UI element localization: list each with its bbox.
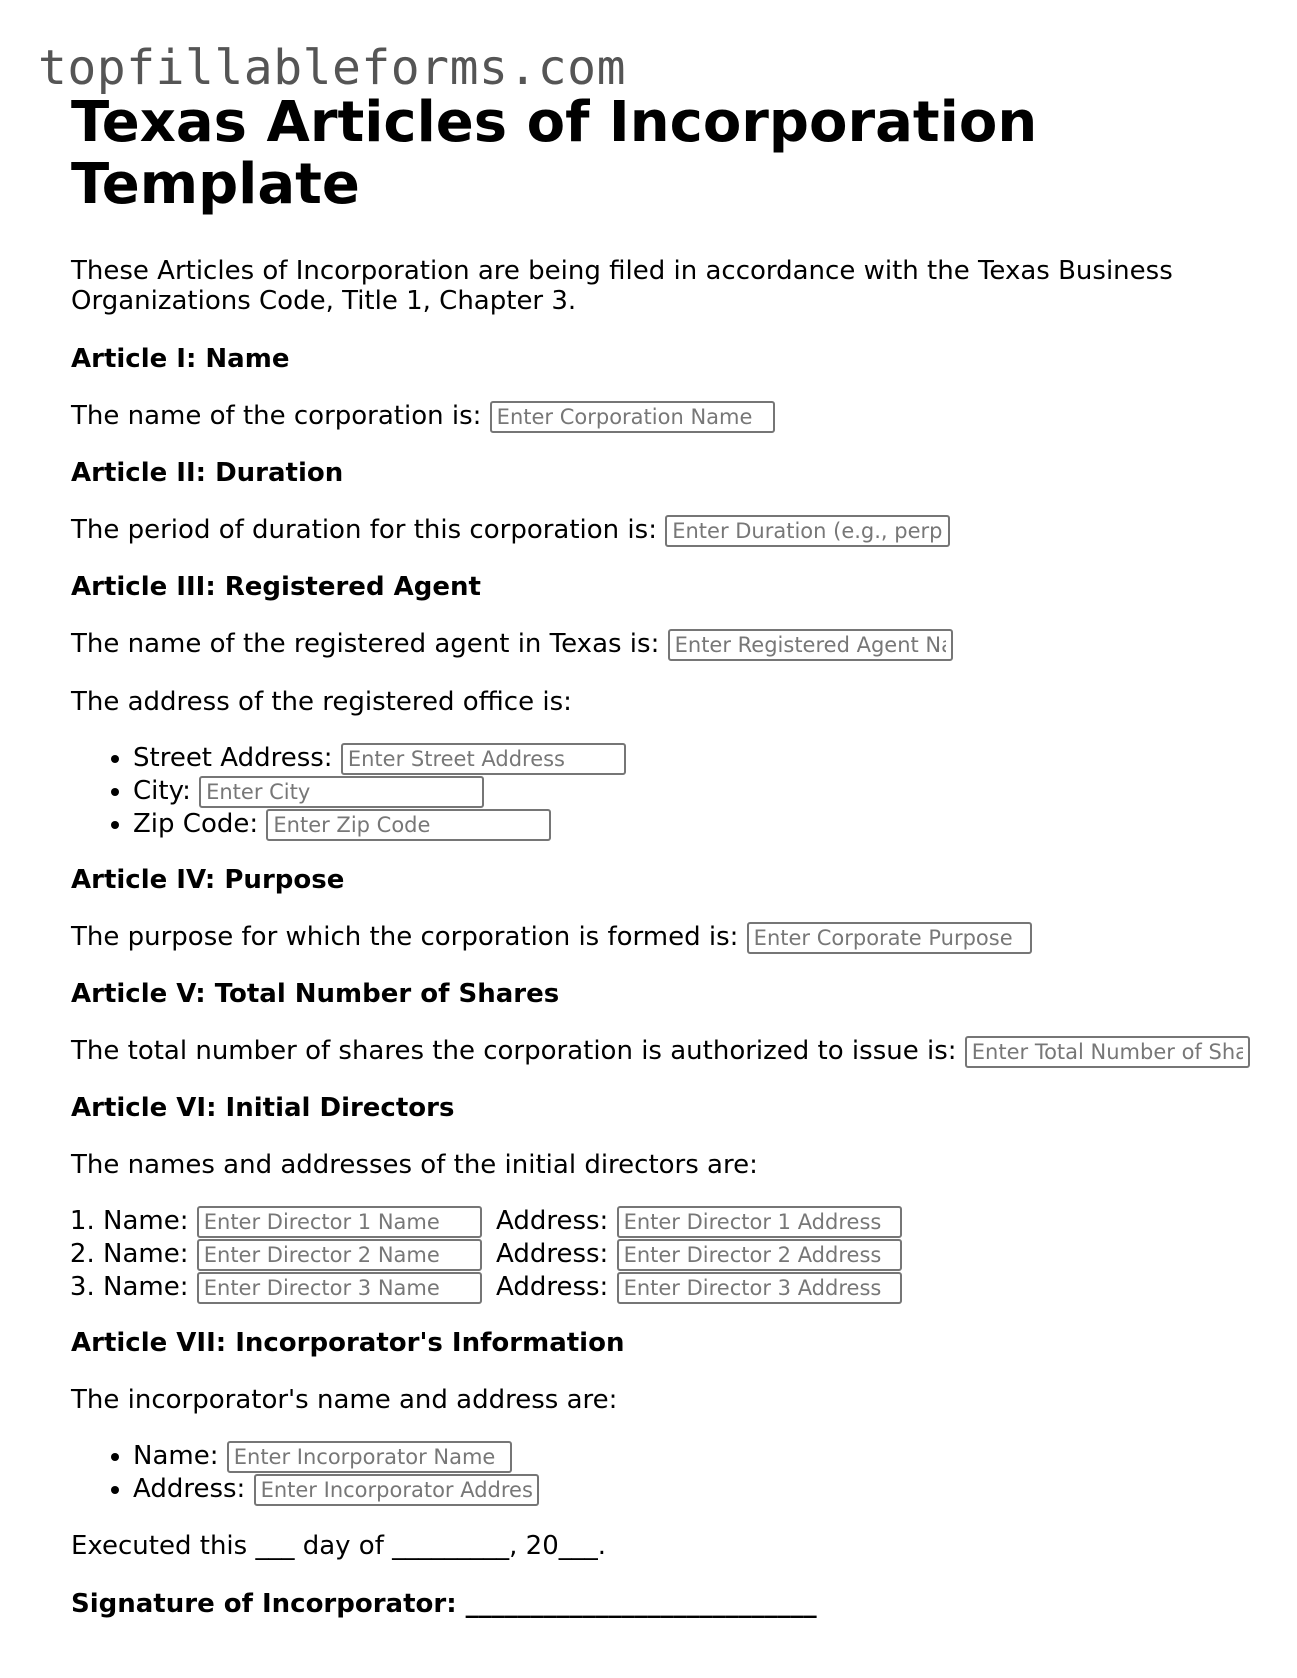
- article-4-heading: Article IV: Purpose: [71, 865, 345, 895]
- article-4-line: [71, 919, 1251, 955]
- list-item: [133, 808, 1251, 841]
- corporation-name-input[interactable]: [490, 401, 775, 433]
- incorporator-list: [71, 1440, 1251, 1506]
- city-label: City:: [133, 776, 191, 806]
- article-2-line: [71, 512, 1251, 548]
- list-item: [133, 775, 1251, 808]
- list-item: [133, 1440, 1251, 1473]
- list-item: [133, 1473, 1251, 1506]
- form-content: [71, 92, 1251, 1644]
- article-7-heading: Article VII: Incorporator's Information: [71, 1328, 625, 1358]
- watermark-logo: topfillableforms.com: [38, 40, 626, 96]
- director-name-label: Name:: [103, 1272, 189, 1302]
- director-1-name-input[interactable]: [197, 1206, 482, 1238]
- duration-input[interactable]: [665, 515, 950, 547]
- director-name-label: Name:: [103, 1239, 189, 1269]
- director-3-name-input[interactable]: [197, 1272, 482, 1304]
- director-address-label: Address:: [496, 1239, 609, 1269]
- article-5-heading: Article V: Total Number of Shares: [71, 979, 560, 1009]
- article-1-text: The name of the corporation is:: [71, 401, 482, 431]
- intro-text: These Articles of Incorporation are being filed in accordance with the Texas Business Organizations Code, Title 1, Chapter 3.: [71, 256, 1173, 316]
- street-address-input[interactable]: [341, 743, 626, 775]
- total-shares-input[interactable]: [965, 1036, 1250, 1068]
- incorporator-name-input[interactable]: [227, 1441, 512, 1473]
- page-title: Texas Articles of Incorporation Template: [71, 90, 1038, 217]
- zip-code-input[interactable]: [266, 809, 551, 841]
- incorporator-address-input[interactable]: [254, 1474, 539, 1506]
- director-2-name-input[interactable]: [197, 1239, 482, 1271]
- list-item: [133, 742, 1251, 775]
- director-row: [103, 1271, 1251, 1304]
- director-row: [103, 1238, 1251, 1271]
- incorporator-address-label: Address:: [133, 1474, 246, 1504]
- director-name-label: Name:: [103, 1206, 189, 1236]
- director-2-address-input[interactable]: [617, 1239, 902, 1271]
- registered-agent-input[interactable]: [668, 629, 953, 661]
- article-6-text: The names and addresses of the initial directors are:: [71, 1150, 758, 1180]
- zip-label: Zip Code:: [133, 809, 259, 839]
- director-row: [103, 1205, 1251, 1238]
- incorporator-name-label: Name:: [133, 1441, 219, 1471]
- director-3-address-input[interactable]: [617, 1272, 902, 1304]
- article-3-heading: Article III: Registered Agent: [71, 572, 481, 602]
- article-7-text: The incorporator's name and address are:: [71, 1385, 618, 1415]
- city-input[interactable]: [199, 776, 484, 808]
- article-5-line: [71, 1033, 1251, 1069]
- signature-line: Signature of Incorporator: ___________________________: [71, 1589, 817, 1619]
- registered-office-list: [71, 742, 1251, 841]
- director-address-label: Address:: [496, 1272, 609, 1302]
- article-5-text: The total number of shares the corporation is authorized to issue is:: [71, 1036, 957, 1066]
- director-1-address-input[interactable]: [617, 1206, 902, 1238]
- article-3-text: The name of the registered agent in Texas is:: [71, 629, 660, 659]
- registered-office-text: The address of the registered office is:: [71, 687, 572, 717]
- director-address-label: Address:: [496, 1206, 609, 1236]
- corporate-purpose-input[interactable]: [747, 922, 1032, 954]
- directors-list: [71, 1205, 1251, 1304]
- article-1-heading: Article I: Name: [71, 344, 290, 374]
- article-6-heading: Article VI: Initial Directors: [71, 1093, 455, 1123]
- street-label: Street Address:: [133, 743, 333, 773]
- article-3-line: [71, 626, 1251, 662]
- article-1-line: [71, 398, 1251, 434]
- article-2-heading: Article II: Duration: [71, 458, 344, 488]
- article-2-text: The period of duration for this corporation is:: [71, 515, 657, 545]
- executed-line: Executed this ___ day of _________, 20___.: [71, 1531, 607, 1561]
- article-4-text: The purpose for which the corporation is formed is:: [71, 922, 739, 952]
